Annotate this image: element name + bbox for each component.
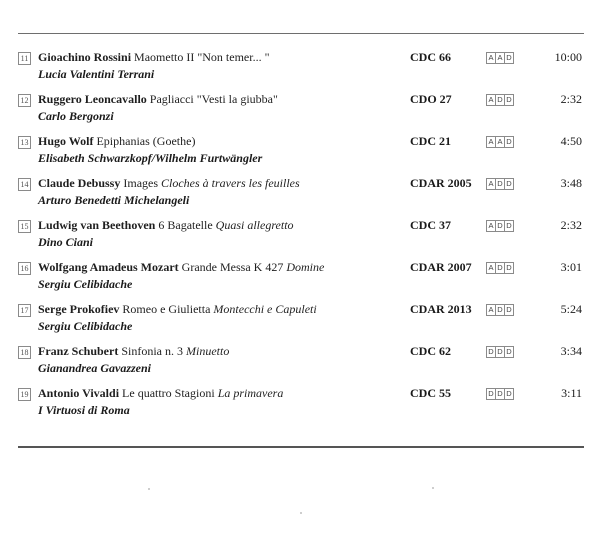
work-title: Sinfonia n. 3 — [118, 344, 186, 358]
recording-code-letter: A — [495, 136, 505, 148]
recording-code-letter: D — [504, 304, 514, 316]
work-title: Maometto II "Non temer... " — [131, 50, 270, 64]
recording-code — [486, 262, 513, 274]
track-title-line — [38, 92, 278, 107]
work-title: Pagliacci "Vesti la giubba" — [146, 92, 278, 106]
recording-code-letter: D — [504, 136, 514, 148]
speck — [300, 512, 302, 514]
track-number: 17 — [18, 304, 31, 317]
track-number: 19 — [18, 388, 31, 401]
recording-code — [486, 346, 513, 358]
catalog-number: CDC 62 — [410, 344, 451, 358]
catalog-number: CDO 27 — [410, 92, 452, 106]
recording-code-letter: D — [504, 388, 514, 400]
track-title-line — [38, 50, 269, 65]
composer-name: Gioachino Rossini — [38, 50, 132, 64]
track-number: 15 — [18, 220, 31, 233]
recording-code-letter: D — [504, 52, 514, 64]
catalog-number: CDC 37 — [410, 218, 451, 232]
track-number: 14 — [18, 178, 31, 191]
recording-code-letter: D — [495, 178, 505, 190]
work-movement: Cloches à travers les feuilles — [161, 176, 300, 190]
catalog-number: CDC 55 — [410, 386, 451, 400]
catalog-number: CDC 66 — [410, 50, 451, 64]
track-row — [0, 92, 600, 132]
track-duration: 3:48 — [560, 176, 582, 190]
recording-code-letter: D — [495, 220, 505, 232]
track-row — [0, 134, 600, 174]
track-number: 16 — [18, 262, 31, 275]
performer-name: Arturo Benedetti Michelangeli — [38, 193, 190, 207]
recording-code-letter: A — [486, 178, 496, 190]
track-duration: 10:00 — [554, 50, 582, 64]
recording-code-letter: A — [495, 52, 505, 64]
recording-code-letter: A — [486, 220, 496, 232]
work-title: Le quattro Stagioni — [119, 386, 218, 400]
composer-name: Antonio Vivaldi — [38, 386, 120, 400]
recording-code-letter: D — [504, 346, 514, 358]
track-number: 18 — [18, 346, 31, 359]
composer-name: Ruggero Leoncavallo — [38, 92, 147, 106]
recording-code — [486, 178, 513, 190]
recording-code — [486, 136, 513, 148]
recording-code-letter: A — [486, 262, 496, 274]
catalog-number: CDAR 2005 — [410, 176, 472, 190]
performer-name: Lucia Valentini Terrani — [38, 67, 155, 81]
top-rule — [18, 33, 584, 34]
work-title: Romeo e Giulietta — [119, 302, 214, 316]
work-movement: Minuetto — [186, 344, 230, 358]
recording-code-letter: D — [504, 94, 514, 106]
speck — [432, 487, 434, 489]
work-title: 6 Bagatelle — [155, 218, 216, 232]
performer-name: I Virtuosi di Roma — [38, 403, 130, 417]
track-duration: 3:01 — [560, 260, 582, 274]
recording-code-letter: D — [504, 178, 514, 190]
work-title: Grande Messa K 427 — [178, 260, 287, 274]
performer-name: Sergiu Celibidache — [38, 277, 133, 291]
recording-code-letter: D — [495, 388, 505, 400]
track-number: 13 — [18, 136, 31, 149]
recording-code-letter: D — [486, 346, 496, 358]
composer-name: Serge Prokofiev — [38, 302, 120, 316]
recording-code-letter: D — [495, 346, 505, 358]
recording-code — [486, 220, 513, 232]
track-title-line — [38, 386, 283, 401]
track-title-line — [38, 302, 317, 317]
track-number: 11 — [18, 52, 31, 65]
recording-code — [486, 94, 513, 106]
performer-name: Elisabeth Schwarzkopf/Wilhelm Furtwängler — [38, 151, 263, 165]
work-title: Images — [120, 176, 162, 190]
track-duration: 2:32 — [560, 92, 582, 106]
performer-name: Sergiu Celibidache — [38, 319, 133, 333]
track-row — [0, 260, 600, 300]
track-title-line — [38, 344, 229, 359]
track-title-line — [38, 176, 300, 191]
recording-code-letter: D — [495, 94, 505, 106]
recording-code-letter: A — [486, 52, 496, 64]
track-row — [0, 344, 600, 384]
recording-code-letter: A — [486, 136, 496, 148]
recording-code-letter: D — [486, 388, 496, 400]
composer-name: Claude Debussy — [38, 176, 121, 190]
composer-name: Ludwig van Beethoven — [38, 218, 156, 232]
work-movement: Montecchi e Capuleti — [213, 302, 317, 316]
track-row — [0, 218, 600, 258]
track-title-line — [38, 260, 324, 275]
recording-code — [486, 304, 513, 316]
track-duration: 5:24 — [560, 302, 582, 316]
track-row — [0, 50, 600, 90]
catalog-number: CDAR 2013 — [410, 302, 472, 316]
recording-code-letter: A — [486, 304, 496, 316]
track-duration: 4:50 — [560, 134, 582, 148]
catalog-number: CDC 21 — [410, 134, 451, 148]
catalog-number: CDAR 2007 — [410, 260, 472, 274]
work-title: Epiphanias (Goethe) — [93, 134, 196, 148]
recording-code-letter: D — [504, 262, 514, 274]
track-row — [0, 176, 600, 216]
track-row — [0, 302, 600, 342]
composer-name: Hugo Wolf — [38, 134, 94, 148]
track-title-line — [38, 218, 294, 233]
composer-name: Wolfgang Amadeus Mozart — [38, 260, 179, 274]
composer-name: Franz Schubert — [38, 344, 119, 358]
track-duration: 3:11 — [561, 386, 582, 400]
track-title-line — [38, 134, 195, 149]
track-duration: 2:32 — [560, 218, 582, 232]
performer-name: Dino Ciani — [38, 235, 94, 249]
work-movement: Domine — [286, 260, 325, 274]
work-movement: Quasi allegretto — [215, 218, 294, 232]
recording-code-letter: D — [504, 220, 514, 232]
recording-code-letter: A — [486, 94, 496, 106]
recording-code-letter: D — [495, 304, 505, 316]
recording-code — [486, 388, 513, 400]
performer-name: Carlo Bergonzi — [38, 109, 114, 123]
recording-code-letter: D — [495, 262, 505, 274]
track-duration: 3:34 — [560, 344, 582, 358]
track-number: 12 — [18, 94, 31, 107]
work-movement: La primavera — [217, 386, 284, 400]
performer-name: Gianandrea Gavazzeni — [38, 361, 152, 375]
recording-code — [486, 52, 513, 64]
speck — [148, 488, 150, 490]
track-row — [0, 386, 600, 426]
bottom-rule — [18, 446, 584, 448]
